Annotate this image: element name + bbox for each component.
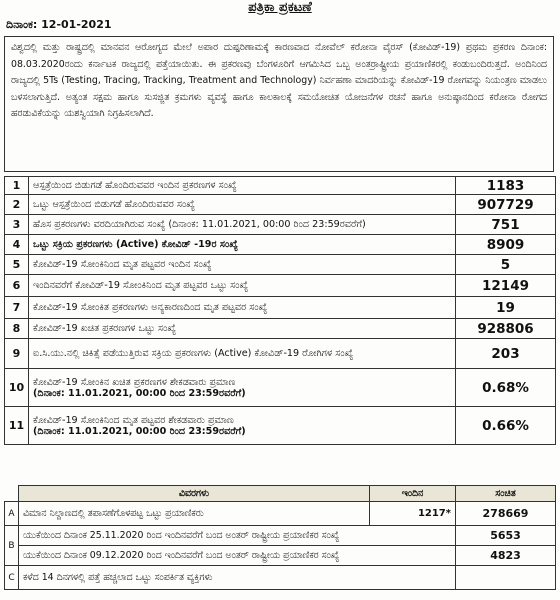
row-desc: ಕಳೆದ 14 ದಿನಗಳಲ್ಲಿ ಪತ್ತೆ ಹಚ್ಚಲಾದ ಒಟ್ಟು ಸಂಪರ್ಕಿತ ವ್ಯಕ್ತಿಗಳು [19, 566, 456, 590]
stat-desc-text: ಒಟ್ಟು ಆಸ್ಪತ್ರೆಯಿಂದ ಬಿಡುಗಡೆ ಹೊಂದಿರುವವರ ಸಂಖ್ಯೆ [33, 199, 195, 210]
stat-row [5, 297, 556, 319]
stat-value: 0.68% [456, 369, 556, 407]
stat-desc-text: ಐ.ಸಿ.ಯು.ನಲ್ಲಿ ಚಿಕಿತ್ಸೆ ಪಡೆಯುತ್ತಿರುವ ಸಕ್ರಿಯ ಪ್ರಕರಣಗಳು (Active) ಕೋವಿಡ್-19 ರೋಗಿಗಳ ಸಂಖ್ಯೆ [33, 348, 354, 359]
stat-desc-period: (ದಿನಾಂಕ: 11.01.2021, 00:00 ರಿಂದ 23:59ರವರೆಗೆ) [33, 425, 246, 437]
row-label: B [5, 526, 19, 566]
row-desc: ಯುಕೆಯಿಂದ ದಿನಾಂಕ 25.11.2020 ರಿಂದ ಇಂದಿನವರೆಗೆ ಬಂದ ಅಂತರ್ ರಾಷ್ಟ್ರೀಯ ಪ್ರಯಾಣಿಕರ ಸಂಖ್ಯೆ [19, 526, 456, 546]
stat-description [29, 235, 456, 255]
stat-number: 5 [5, 255, 29, 275]
stat-row [5, 255, 556, 275]
stat-row [5, 177, 556, 195]
stat-number: 10 [5, 369, 29, 407]
header-blank-cell [5, 486, 19, 502]
row-today: 1217* [370, 502, 456, 526]
stat-number: 8 [5, 319, 29, 339]
stat-number: 6 [5, 275, 29, 297]
intro-paragraph: ವಿಶ್ವದಲ್ಲಿ ಮತ್ತು ರಾಷ್ಟ್ರದಲ್ಲಿ ಮಾನವನ ಆರೋಗ್ಯದ ಮೇಲೆ ಅಪಾರ ದುಷ್ಪರಿಣಾಮಕ್ಕೆ ಕಾರಣವಾದ ನೋವೆಲ್ ಕರೋನಾ ವೈರಸ್ (ಕೋವಿಡ್-19) ಪ್ರಥಮ ಪ್ರಕರಣ ದಿನಾಂಕ: 08.03.2020ರಂದು ಕರ್ನಾಟಕ ರಾಜ್ಯದಲ್ಲಿ ಪತ್ತೆಯಾಯಿತು. ಈ ಪ್ರಕರಣವು ಬೆಂಗಳೂರಿಗೆ ಆಗಮಿಸಿದ ಒಬ್ಬ ಅಂತರ್ರಾಷ್ಟ್ರೀಯ ಪ್ರಯಾಣಿಕರಲ್ಲಿ ಕಂಡುಬಂದಿರುತ್ತದೆ. ಅಂದಿನಿಂದ ರಾಜ್ಯದಲ್ಲಿ 5Ts (Testing, Tracing, Tracking, Treatment and Technology) ನಿರ್ವಹಣಾ ಮಾದರಿಯನ್ನು ಕೋವಿಡ್-19 ರೋಗವನ್ನು ನಿಯಂತ್ರಣ ಮಾಡಲು ಬಳಸಲಾಗುತ್ತಿದೆ. ಅತ್ಯಂತ ಸಕ್ಷಮ ಹಾಗೂ ಸುಸಜ್ಜಿತ ಕ್ರಮಗಳು ವ್ಯವಸ್ಥೆ ಹಾಗೂ ಕಾಲಕಾಲಕ್ಕೆ ಸಮಯೋಚಿತ ಯೋಜನೆಗಳ ರಚನೆ ಹಾಗೂ ಅನುಷ್ಠಾನದಿಂದ ಕರೋನಾ ರೋಗದ ಹರಡುವಿಕೆಯನ್ನು ಯಶಸ್ವಿಯಾಗಿ ನಿಗ್ರಹಿಸಲಾಗಿದೆ. [4, 36, 554, 172]
stat-description [29, 407, 456, 445]
stat-description [29, 215, 456, 235]
stat-desc-text: ಕೋವಿಡ್-19 ಸೋಂಕಿತ ಪ್ರಕರಣಗಳು ಅನ್ಯಕಾರಣದಿಂದ ಮೃತ ಪಟ್ಟವರ ಸಂಖ್ಯೆ [33, 302, 268, 313]
header-cumulative: ಸಂಚಿತ [456, 486, 556, 502]
travel-row-a [5, 502, 556, 526]
stat-value: 928806 [456, 319, 556, 339]
stat-value: 5 [456, 255, 556, 275]
stat-row [5, 369, 556, 407]
stat-description [29, 177, 456, 195]
stat-row [5, 215, 556, 235]
stats-table [4, 176, 556, 445]
header-today: ಇಂದಿನ [370, 486, 456, 502]
row-desc: ಯುಕೆಯಿಂದ ದಿನಾಂಕ 09.12.2020 ರಿಂದ ಇಂದಿನವರೆಗೆ ಬಂದ ಅಂತರ್ ರಾಷ್ಟ್ರೀಯ ಪ್ರಯಾಣಿಕರ ಸಂಖ್ಯೆ [19, 546, 456, 566]
stat-number: 7 [5, 297, 29, 319]
stat-desc-text: ಒಟ್ಟು ಸಕ್ರಿಯ ಪ್ರಕರಣಗಳು (Active) ಕೋವಿಡ್ -19ರ ಸಂಖ್ಯೆ [33, 239, 238, 250]
stat-description [29, 319, 456, 339]
stat-row [5, 235, 556, 255]
stat-desc-period: (ದಿನಾಂಕ: 11.01.2021, 00:00 ರಿಂದ 23:59ರವರೆಗೆ) [33, 387, 246, 399]
stat-desc-text: ಕೋವಿಡ್-19 ಸೋಂಕಿನ ಖಚಿತ ಪ್ರಕರಣಗಳ ಶೇಕಡವಾರು ಪ್ರಮಾಣ [33, 376, 236, 388]
stat-number: 11 [5, 407, 29, 445]
travel-row-b1 [5, 526, 556, 546]
stat-value: 0.66% [456, 407, 556, 445]
row-desc: ವಿಮಾನ ನಿಲ್ದಾಣದಲ್ಲಿ ತಪಾಸಣೆಗೊಳಪಟ್ಟ ಒಟ್ಟು ಪ್ರಯಾಣಿಕರು [19, 502, 370, 526]
stat-description [29, 339, 456, 369]
stat-description [29, 195, 456, 215]
row-label: A [5, 502, 19, 526]
stat-number: 1 [5, 177, 29, 195]
travel-table-header [5, 486, 556, 502]
row-cumulative [456, 566, 556, 590]
stat-description [29, 369, 456, 407]
stat-row [5, 319, 556, 339]
stat-number: 9 [5, 339, 29, 369]
row-cumulative: 4823 [456, 546, 556, 566]
stat-value: 907729 [456, 195, 556, 215]
travel-row-c [5, 566, 556, 590]
stat-number: 3 [5, 215, 29, 235]
stat-value: 1183 [456, 177, 556, 195]
stat-desc-text: ಇಂದಿನವರೆಗೆ ಕೋವಿಡ್-19 ಸೋಂಕಿನಿಂದ ಮೃತ ಪಟ್ಟವರ ಒಟ್ಟು ಸಂಖ್ಯೆ [33, 280, 249, 291]
page-title: ಪತ್ರಿಕಾ ಪ್ರಕಟಣೆ [248, 0, 312, 15]
stat-row [5, 407, 556, 445]
row-cumulative: 5653 [456, 526, 556, 546]
stat-description [29, 255, 456, 275]
stat-value: 751 [456, 215, 556, 235]
stat-value: 19 [456, 297, 556, 319]
stat-desc-text: ಆಸ್ಪತ್ರೆಯಿಂದ ಬಿಡುಗಡೆ ಹೊಂದಿರುವವರ ಇಂದಿನ ಪ್ರಕರಣಗಳ ಸಂಖ್ಯೆ [33, 180, 237, 191]
stat-number: 4 [5, 235, 29, 255]
stat-description [29, 275, 456, 297]
stat-value: 8909 [456, 235, 556, 255]
travel-table [4, 485, 556, 590]
stat-desc-text: ಕೋವಿಡ್-19 ಸೋಂಕಿನಿಂದ ಮೃತ ಪಟ್ಟವರ ಶೇಕಡವಾರು ಪ್ರಮಾಣ [33, 414, 234, 426]
stat-row [5, 195, 556, 215]
stat-row [5, 275, 556, 297]
stat-desc-text: ಕೋವಿಡ್-19 ಖಚಿತ ಪ್ರಕರಣಗಳ ಒಟ್ಟು ಸಂಖ್ಯೆ [33, 323, 177, 334]
row-label: C [5, 566, 19, 590]
stat-value: 203 [456, 339, 556, 369]
stat-value: 12149 [456, 275, 556, 297]
header-details: ವಿವರಗಳು [19, 486, 370, 502]
travel-row-b2 [5, 546, 556, 566]
stat-number: 2 [5, 195, 29, 215]
row-cumulative: 278669 [456, 502, 556, 526]
stat-description [29, 297, 456, 319]
press-date: ದಿನಾಂಕ: 12-01-2021 [6, 18, 112, 31]
stat-row [5, 339, 556, 369]
stat-desc-text: ಹೊಸ ಪ್ರಕರಣಗಳು ವರದಿಯಾಗಿರುವ ಸಂಖ್ಯೆ (ದಿನಾಂಕ: 11.01.2021, 00:00 ರಿಂದ 23:59ರವರೆಗೆ) [33, 219, 366, 230]
stat-desc-text: ಕೋವಿಡ್-19 ಸೋಂಕಿನಿಂದ ಮೃತ ಪಟ್ಟವರ ಇಂದಿನ ಸಂಖ್ಯೆ [33, 259, 212, 270]
